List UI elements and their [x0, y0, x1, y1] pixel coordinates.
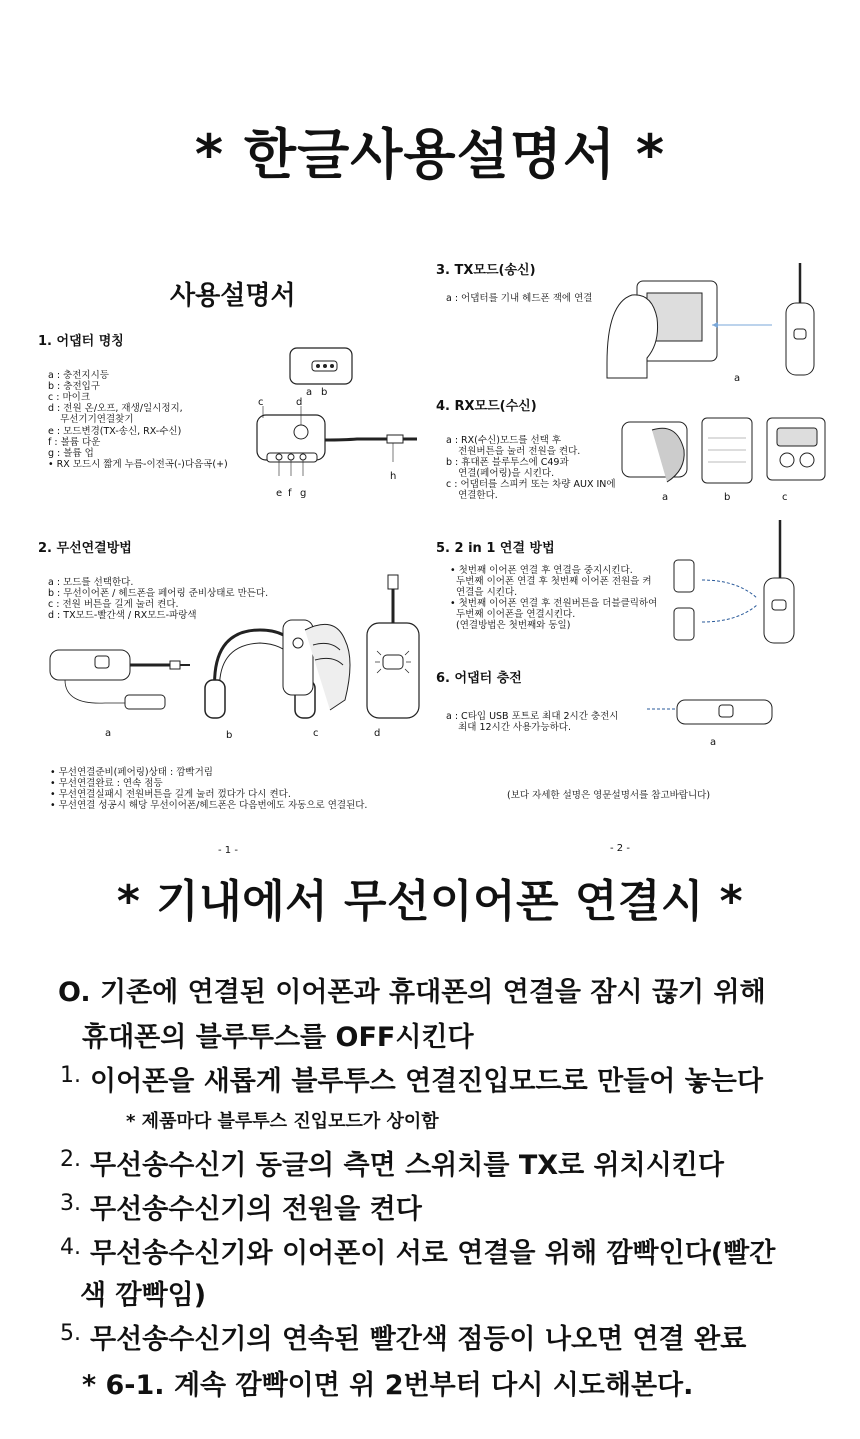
step-5: 무선송수신기의 연속된 빨간색 점등이 나오면 연결 완료 — [90, 1324, 747, 1355]
list-item: a : 모드를 선택한다. — [48, 577, 134, 588]
list-item: 두번째 이어폰을 연결시킨다. — [450, 609, 576, 620]
step-0-line-1: O. 기존에 연결된 이어폰과 휴대폰의 연결을 잠시 끊기 위해 — [58, 977, 766, 1008]
list-item: c : 마이크 — [48, 392, 90, 403]
step-3: 무선송수신기의 전원을 켠다 — [90, 1194, 422, 1225]
note-item: • 무선연결 성공시 해당 무선이어폰/헤드폰은 다음번에도 자동으로 연결된다. — [50, 800, 368, 811]
label-g: g — [300, 488, 307, 499]
step-5-number: 5. — [60, 1321, 81, 1346]
list-item: • 첫번째 이어폰 연결 후 연결을 중지시킨다. — [450, 565, 633, 576]
section-6-title: 6. 어댑터 충전 — [436, 671, 522, 686]
step-1-number: 1. — [60, 1063, 81, 1088]
note-item: • 무선연결준비(페어링)상태 : 깜빡거림 — [50, 767, 213, 778]
section-1-title: 1. 어댑터 명칭 — [38, 334, 124, 349]
list-item: 연결을 시킨다. — [450, 587, 518, 598]
label-c: c — [782, 492, 788, 503]
list-item: g : 볼륨 업 — [48, 448, 94, 459]
list-item: c : 어댑터를 스피커 또는 차량 AUX IN에 — [446, 479, 616, 490]
label-c: c — [313, 728, 319, 739]
label-f: f — [288, 488, 292, 499]
list-item: 연결한다. — [446, 490, 498, 501]
connection-diagram — [45, 585, 425, 725]
step-2-number: 2. — [60, 1147, 81, 1172]
label-h: h — [390, 471, 397, 482]
list-item: 전원버튼을 눌러 전원을 켠다. — [446, 446, 581, 457]
list-item: e : 모드변경(TX-송신, RX-수신) — [48, 426, 182, 437]
step-4-number: 4. — [60, 1235, 81, 1260]
step-4-line-1: 무선송수신기와 이어폰이 서로 연결을 위해 깜빡인다(빨간 — [90, 1238, 776, 1269]
label-b: b — [226, 730, 233, 741]
label-b: b — [321, 387, 328, 398]
list-item: a : 충전지시등 — [48, 370, 109, 381]
list-item: d : 전원 온/오프, 재생/일시정지, — [48, 403, 183, 414]
page-title: * 한글사용설명서 * — [194, 123, 666, 186]
page-number-right: - 2 - — [610, 843, 630, 854]
section-5-title: 5. 2 in 1 연결 방법 — [436, 541, 555, 556]
list-item: 최대 12시간 사용가능하다. — [446, 722, 571, 733]
footnote: (보다 자세한 설명은 영문설명서를 참고바랍니다) — [507, 790, 711, 801]
list-item: a : 어댑터를 기내 헤드폰 잭에 연결 — [446, 293, 593, 304]
label-a: a — [306, 387, 313, 398]
list-item: a : C타입 USB 포트로 최대 2시간 충전시 — [446, 711, 619, 722]
manual-title: 사용설명서 — [170, 281, 296, 311]
list-item: (연결방법은 첫번째와 동일) — [450, 620, 571, 631]
label-c: c — [258, 397, 264, 408]
manual-page-left — [30, 245, 425, 865]
inflight-title: * 기내에서 무선이어폰 연결시 * — [116, 876, 744, 927]
two-in-one-diagram — [672, 520, 802, 650]
label-e: e — [276, 488, 283, 499]
step-2: 무선송수신기 동글의 측면 스위치를 TX로 위치시킨다 — [90, 1150, 724, 1181]
label-a: a — [734, 373, 741, 384]
note-item: • 무선연결실패시 전원버튼을 길게 눌러 껐다가 다시 켠다. — [50, 789, 291, 800]
label-a: a — [710, 737, 717, 748]
list-item: c : 전원 버튼을 길게 눌러 켠다. — [48, 599, 179, 610]
list-item: 연결(페어링)을 시킨다. — [446, 468, 555, 479]
list-item: b : 무선이어폰 / 헤드폰을 페어링 준비상태로 만든다. — [48, 588, 269, 599]
section-2-title: 2. 무선연결방법 — [38, 541, 132, 556]
step-0-line-2: 휴대폰의 블루투스를 OFF시킨다 — [82, 1022, 474, 1053]
list-item: 무선기기연결찾기 — [48, 414, 134, 425]
list-item: b : 충전입구 — [48, 381, 100, 392]
page-number-left: - 1 - — [218, 845, 238, 856]
step-1-note: * 제품마다 블루투스 진입모드가 상이함 — [126, 1111, 439, 1132]
section-4-title: 4. RX모드(수신) — [436, 399, 537, 414]
step-1: 이어폰을 새롭게 블루투스 연결진입모드로 만들어 놓는다 — [90, 1066, 763, 1097]
list-item: a : RX(수신)모드를 선택 후 — [446, 435, 562, 446]
label-d: d — [374, 728, 381, 739]
list-item: d : TX모드-빨간색 / RX모드-파랑색 — [48, 610, 197, 621]
tx-mode-diagram — [602, 263, 832, 393]
manual-spread — [0, 245, 860, 865]
list-item: b : 휴대폰 블루투스에 C49과 — [446, 457, 569, 468]
label-b: b — [724, 492, 731, 503]
step-4-line-2: 색 깜빡임) — [80, 1280, 207, 1311]
list-item: • 첫번째 이어폰 연결 후 전원버튼을 더블클릭하여 — [450, 598, 658, 609]
manual-page-right — [432, 245, 832, 865]
charging-diagram — [647, 695, 777, 735]
adapter-diagram — [245, 340, 425, 490]
label-d: d — [296, 397, 303, 408]
list-item: f : 볼륨 다운 — [48, 437, 101, 448]
rx-mode-diagram — [622, 410, 832, 490]
step-6-1-note: * 6-1. 계속 깜빡이면 위 2번부터 다시 시도해본다. — [82, 1370, 694, 1401]
list-item: 두번째 이어폰 연결 후 첫번째 이어폰 전원을 켜 — [450, 576, 652, 587]
label-a: a — [662, 492, 669, 503]
list-item: • RX 모드시 짧게 누름-이전곡(-)다음곡(+) — [48, 459, 228, 470]
section-3-title: 3. TX모드(송신) — [436, 263, 536, 278]
label-a: a — [105, 728, 112, 739]
note-item: • 무선연결완료 : 연속 점등 — [50, 778, 163, 789]
step-3-number: 3. — [60, 1191, 81, 1216]
